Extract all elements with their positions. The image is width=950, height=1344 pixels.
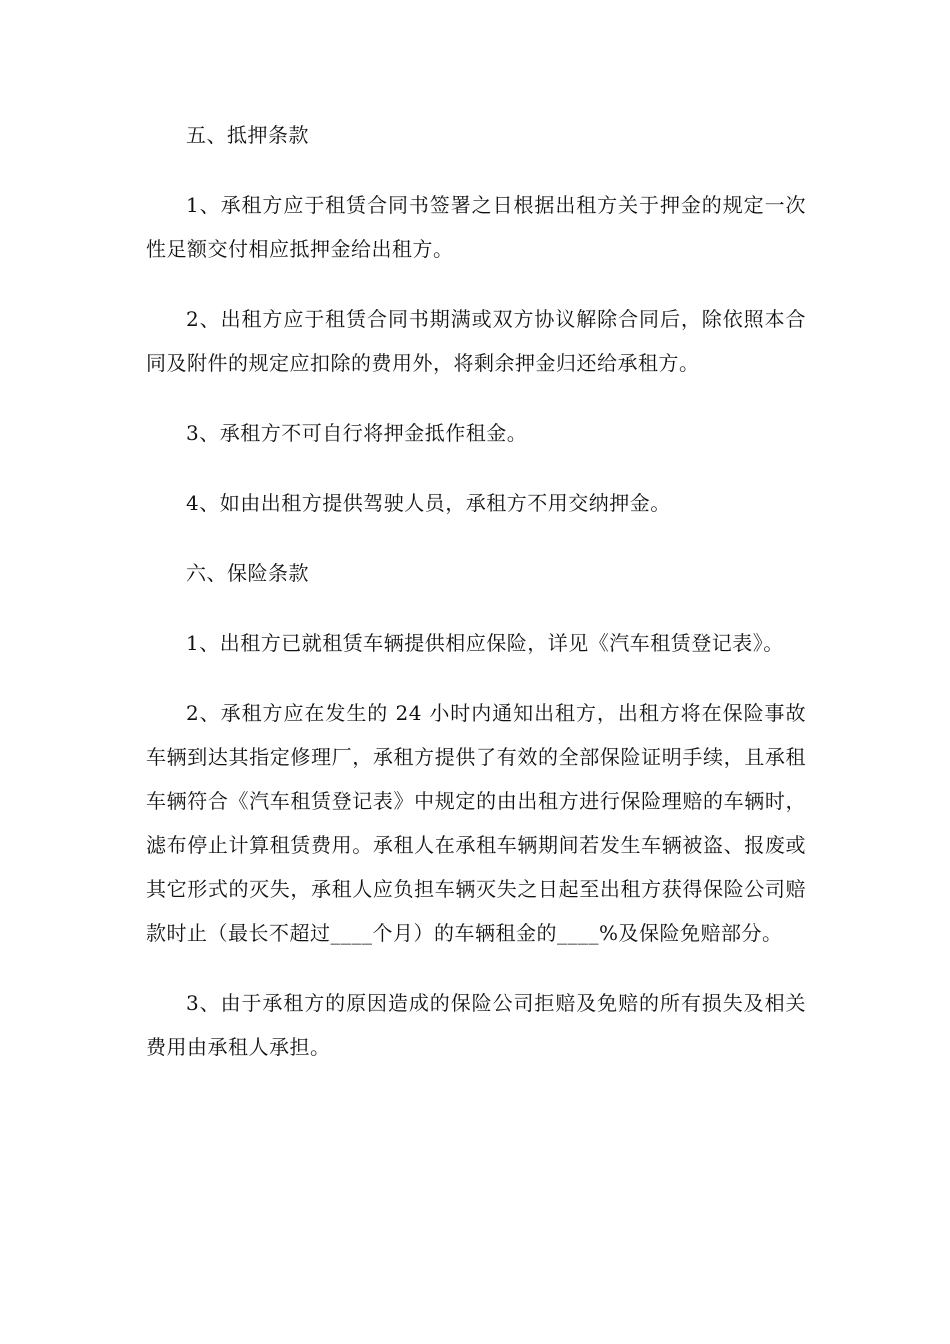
mortgage-clause-4: 4、如由出租方提供驾驶人员，承租方不用交纳押金。	[186, 491, 671, 515]
section-heading-insurance: 六、保险条款	[186, 561, 309, 585]
mortgage-clause-1: 1、承租方应于租赁合同书签署之日根据出租方关于押金的规定一次性足额交付相应抵押金给出租方。	[146, 193, 806, 261]
insurance-clause-3: 3、由于承租方的原因造成的保险公司拒赔及免赔的所有损失及相关费用由承租人承担。	[146, 991, 806, 1059]
document-body	[146, 113, 806, 1095]
insurance-clause-2: 2、承租方应在发生的 24 小时内通知出租方，出租方将在保险事故车辆到达其指定修理厂，承租方提供了有效的全部保险证明手续，且承租车辆符合《汽车租赁登记表》中规定的由出租方进行保险理赔的车辆时，滤布停止计算租赁费用。承租人在承租车辆期间若发生车辆被盗、报废或其它形式的灭失，承租人应负担车辆灭失之日起至出租方获得保险公司赔款时止（最长不超过____个月）的车辆租金的____%及保险免赔部分。	[146, 701, 806, 945]
mortgage-clause-2: 2、出租方应于租赁合同书期满或双方协议解除合同后，除依照本合同及附件的规定应扣除的费用外，将剩余押金归还给承租方。	[146, 307, 806, 375]
insurance-clause-1: 1、出租方已就租赁车辆提供相应保险，详见《汽车租赁登记表》。	[186, 631, 784, 655]
section-heading-mortgage: 五、抵押条款	[186, 123, 309, 147]
mortgage-clause-3: 3、承租方不可自行将押金抵作租金。	[186, 421, 528, 445]
